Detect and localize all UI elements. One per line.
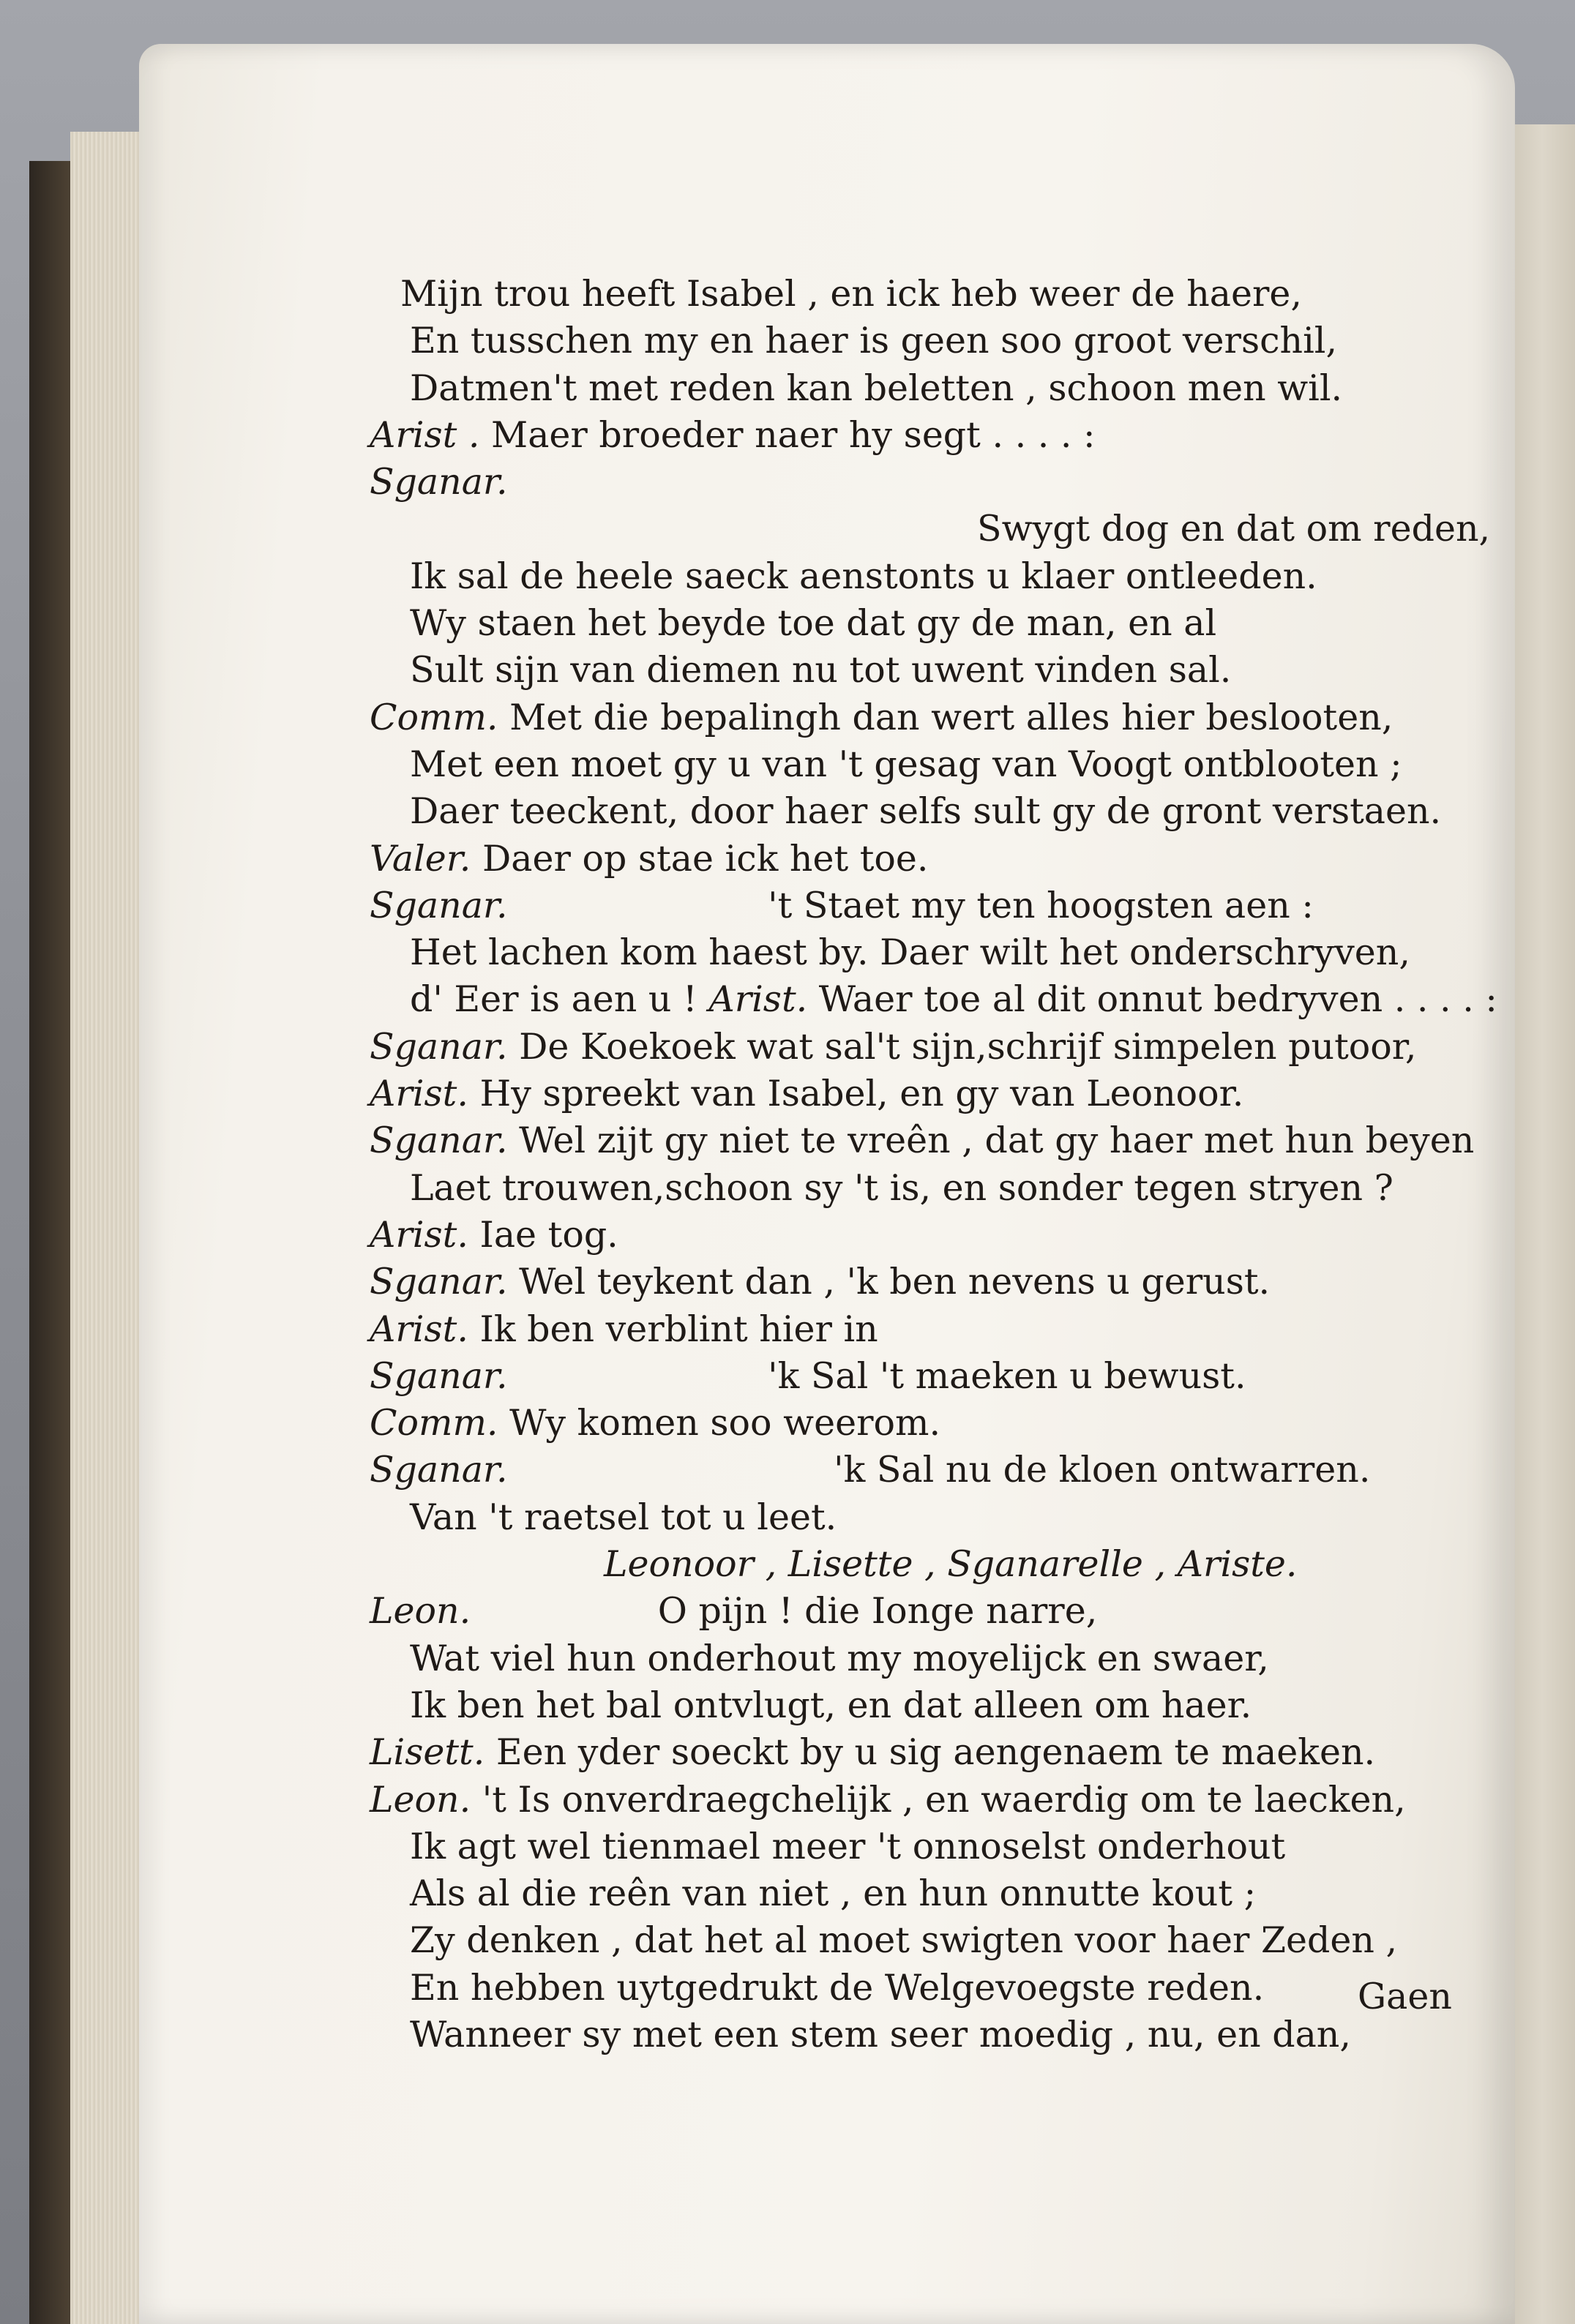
verse-line — [370, 1777, 1526, 1823]
verse-text: En tusschen my en haer is geen soo groot verschil, — [410, 320, 1338, 362]
verse-text: Iae tog. — [479, 1213, 618, 1256]
verse-text: Sult sijn van diemen nu tot uwent vinden sal. — [410, 649, 1232, 691]
verse-text: Het lachen kom haest by. Daer wilt het onderschryven, — [410, 932, 1410, 974]
verse-line — [370, 1306, 1526, 1353]
verse-line — [370, 553, 1526, 600]
speaker-label: Sganar. — [370, 1449, 520, 1491]
verse-text: De Koekoek wat sal't sijn,schrijf simpelen putoor, — [519, 1025, 1417, 1068]
speaker-label: Comm. — [370, 1402, 510, 1444]
verse-text: Wat viel hun onderhout my moyelijck en swaer, — [410, 1637, 1269, 1679]
verse-line — [370, 1588, 1526, 1635]
verse-line — [370, 1117, 1526, 1164]
verse-line — [370, 1024, 1526, 1071]
verse-line — [370, 1729, 1526, 1776]
verse-text: Ik ben verblint hier in — [479, 1308, 878, 1350]
verse-text: 't Is onverdraegchelijk , en waerdig om te laecken, — [482, 1778, 1406, 1821]
verse-text: En hebben uytgedrukt de Welgevoegste reden. — [410, 1966, 1265, 2009]
speaker-label: Arist. — [697, 978, 819, 1021]
verse-line — [370, 1870, 1526, 1917]
verse-line — [370, 365, 1526, 412]
verse-text: Leonoor , Lisette , Sganarelle , Ariste. — [604, 1543, 1298, 1586]
verse-text: Ik sal de heele saeck aenstonts u klaer ontleeden. — [410, 555, 1317, 597]
verse-line — [370, 1494, 1526, 1541]
verse-text: 'k Sal 't maeken u bewust. — [768, 1354, 1246, 1397]
verse-text: 't Staet my ten hoogsten aen : — [768, 884, 1314, 926]
speaker-label: Arist. — [370, 1213, 480, 1256]
verse-text: Wel teykent dan , 'k ben nevens u gerust. — [519, 1261, 1271, 1303]
verse-line — [370, 1400, 1526, 1447]
verse-line — [370, 1259, 1526, 1305]
verse-text: Zy denken , dat het al moet swigten voor haer Zeden , — [410, 1919, 1398, 1962]
verse-text: Met die bepalingh dan wert alles hier beslooten, — [509, 696, 1393, 738]
verse-line — [370, 836, 1526, 882]
verse-line — [370, 1965, 1526, 2012]
verse-line — [370, 976, 1526, 1023]
speaker-label: Leon. — [370, 1590, 482, 1633]
verse-line — [370, 506, 1526, 552]
speaker-label: Arist. — [370, 1308, 480, 1350]
verse-text: Datmen't met reden kan beletten , schoon men wil. — [410, 367, 1343, 409]
verse-line — [370, 1682, 1526, 1729]
speaker-label: Arist. — [370, 1073, 480, 1115]
verse-text: Als al die reên van niet , en hun onnutte kout ; — [410, 1873, 1257, 1915]
verse-line — [370, 741, 1526, 788]
verse-text: Ik ben het bal ontvlugt, en dat alleen om haer. — [410, 1684, 1252, 1726]
verse-line — [370, 882, 1526, 929]
verse-text: Waer toe al dit onnut bedryven . . . . : — [818, 978, 1497, 1021]
verse-line — [370, 412, 1526, 459]
verse-text: Wy staen het beyde toe dat gy de man, en al — [410, 602, 1217, 645]
verse-text: O pijn ! die Ionge narre, — [657, 1590, 1098, 1633]
speaker-label: Leon. — [370, 1778, 482, 1821]
verse-line — [370, 1541, 1526, 1588]
verse-text: Hy spreekt van Isabel, en gy van Leonoor. — [479, 1073, 1244, 1115]
verse-line — [370, 1917, 1526, 1964]
verse-text: Wy komen soo weerom. — [509, 1402, 941, 1444]
verse-line — [370, 647, 1526, 694]
speaker-label: Sganar. — [370, 1354, 520, 1397]
verse-line — [370, 1353, 1526, 1400]
verse-line — [370, 694, 1526, 741]
verse-line — [370, 1071, 1526, 1117]
speaker-label: Sganar. — [370, 461, 508, 503]
verse-line — [370, 600, 1526, 647]
verse-line — [370, 459, 1526, 506]
verse-line — [370, 1165, 1526, 1212]
verse-text: 'k Sal nu de kloen ontwarren. — [834, 1449, 1371, 1491]
verse-text: Laet trouwen,schoon sy 't is, en sonder tegen stryen ? — [410, 1166, 1393, 1209]
verse-text: Een yder soeckt by u sig aengenaem te maeken. — [495, 1731, 1376, 1774]
speaker-label: Lisett. — [370, 1731, 496, 1774]
verse-line — [370, 1447, 1526, 1493]
verse-text: Ik agt wel tienmael meer 't onnoselst onderhout — [410, 1825, 1286, 1867]
verse-line — [370, 2012, 1526, 2058]
speaker-label: Sganar. — [370, 884, 520, 926]
speaker-label: Sganar. — [370, 1120, 520, 1162]
verse-text: Swygt dog en dat om reden, — [977, 508, 1491, 550]
speaker-label: Comm. — [370, 696, 510, 738]
verse-line — [370, 271, 1526, 318]
verse-text: Daer op stae ick het toe. — [482, 837, 929, 880]
verse-line — [370, 788, 1526, 835]
speaker-label: Valer. — [370, 837, 482, 880]
verse-text: Maer broeder naer hy segt . . . . : — [491, 413, 1096, 456]
play-text — [370, 271, 1526, 2058]
verse-line — [370, 1635, 1526, 1682]
verse-text: d' Eer is aen u ! — [410, 978, 697, 1021]
verse-line — [370, 1823, 1526, 1870]
verse-line — [370, 1212, 1526, 1259]
speaker-label: Sganar. — [370, 1261, 520, 1303]
verse-text: Van 't raetsel tot u leet. — [410, 1496, 837, 1538]
verse-text: Mijn trou heeft Isabel , en ick heb weer de haere, — [400, 273, 1303, 315]
verse-text: Wanneer sy met een stem seer moedig , nu, en dan, — [410, 2013, 1351, 2055]
verse-text: Met een moet gy u van 't gesag van Voogt ontblooten ; — [410, 743, 1402, 785]
catchword: Gaen — [1358, 1976, 1452, 2017]
speaker-label: Arist . — [370, 413, 492, 456]
verse-text: Wel zijt gy niet te vreên , dat gy haer met hun beyen — [519, 1120, 1475, 1162]
verse-line — [370, 929, 1526, 976]
verse-text: Daer teeckent, door haer selfs sult gy de gront verstaen. — [410, 790, 1442, 833]
verse-line — [370, 318, 1526, 364]
speaker-label: Sganar. — [370, 1025, 520, 1068]
